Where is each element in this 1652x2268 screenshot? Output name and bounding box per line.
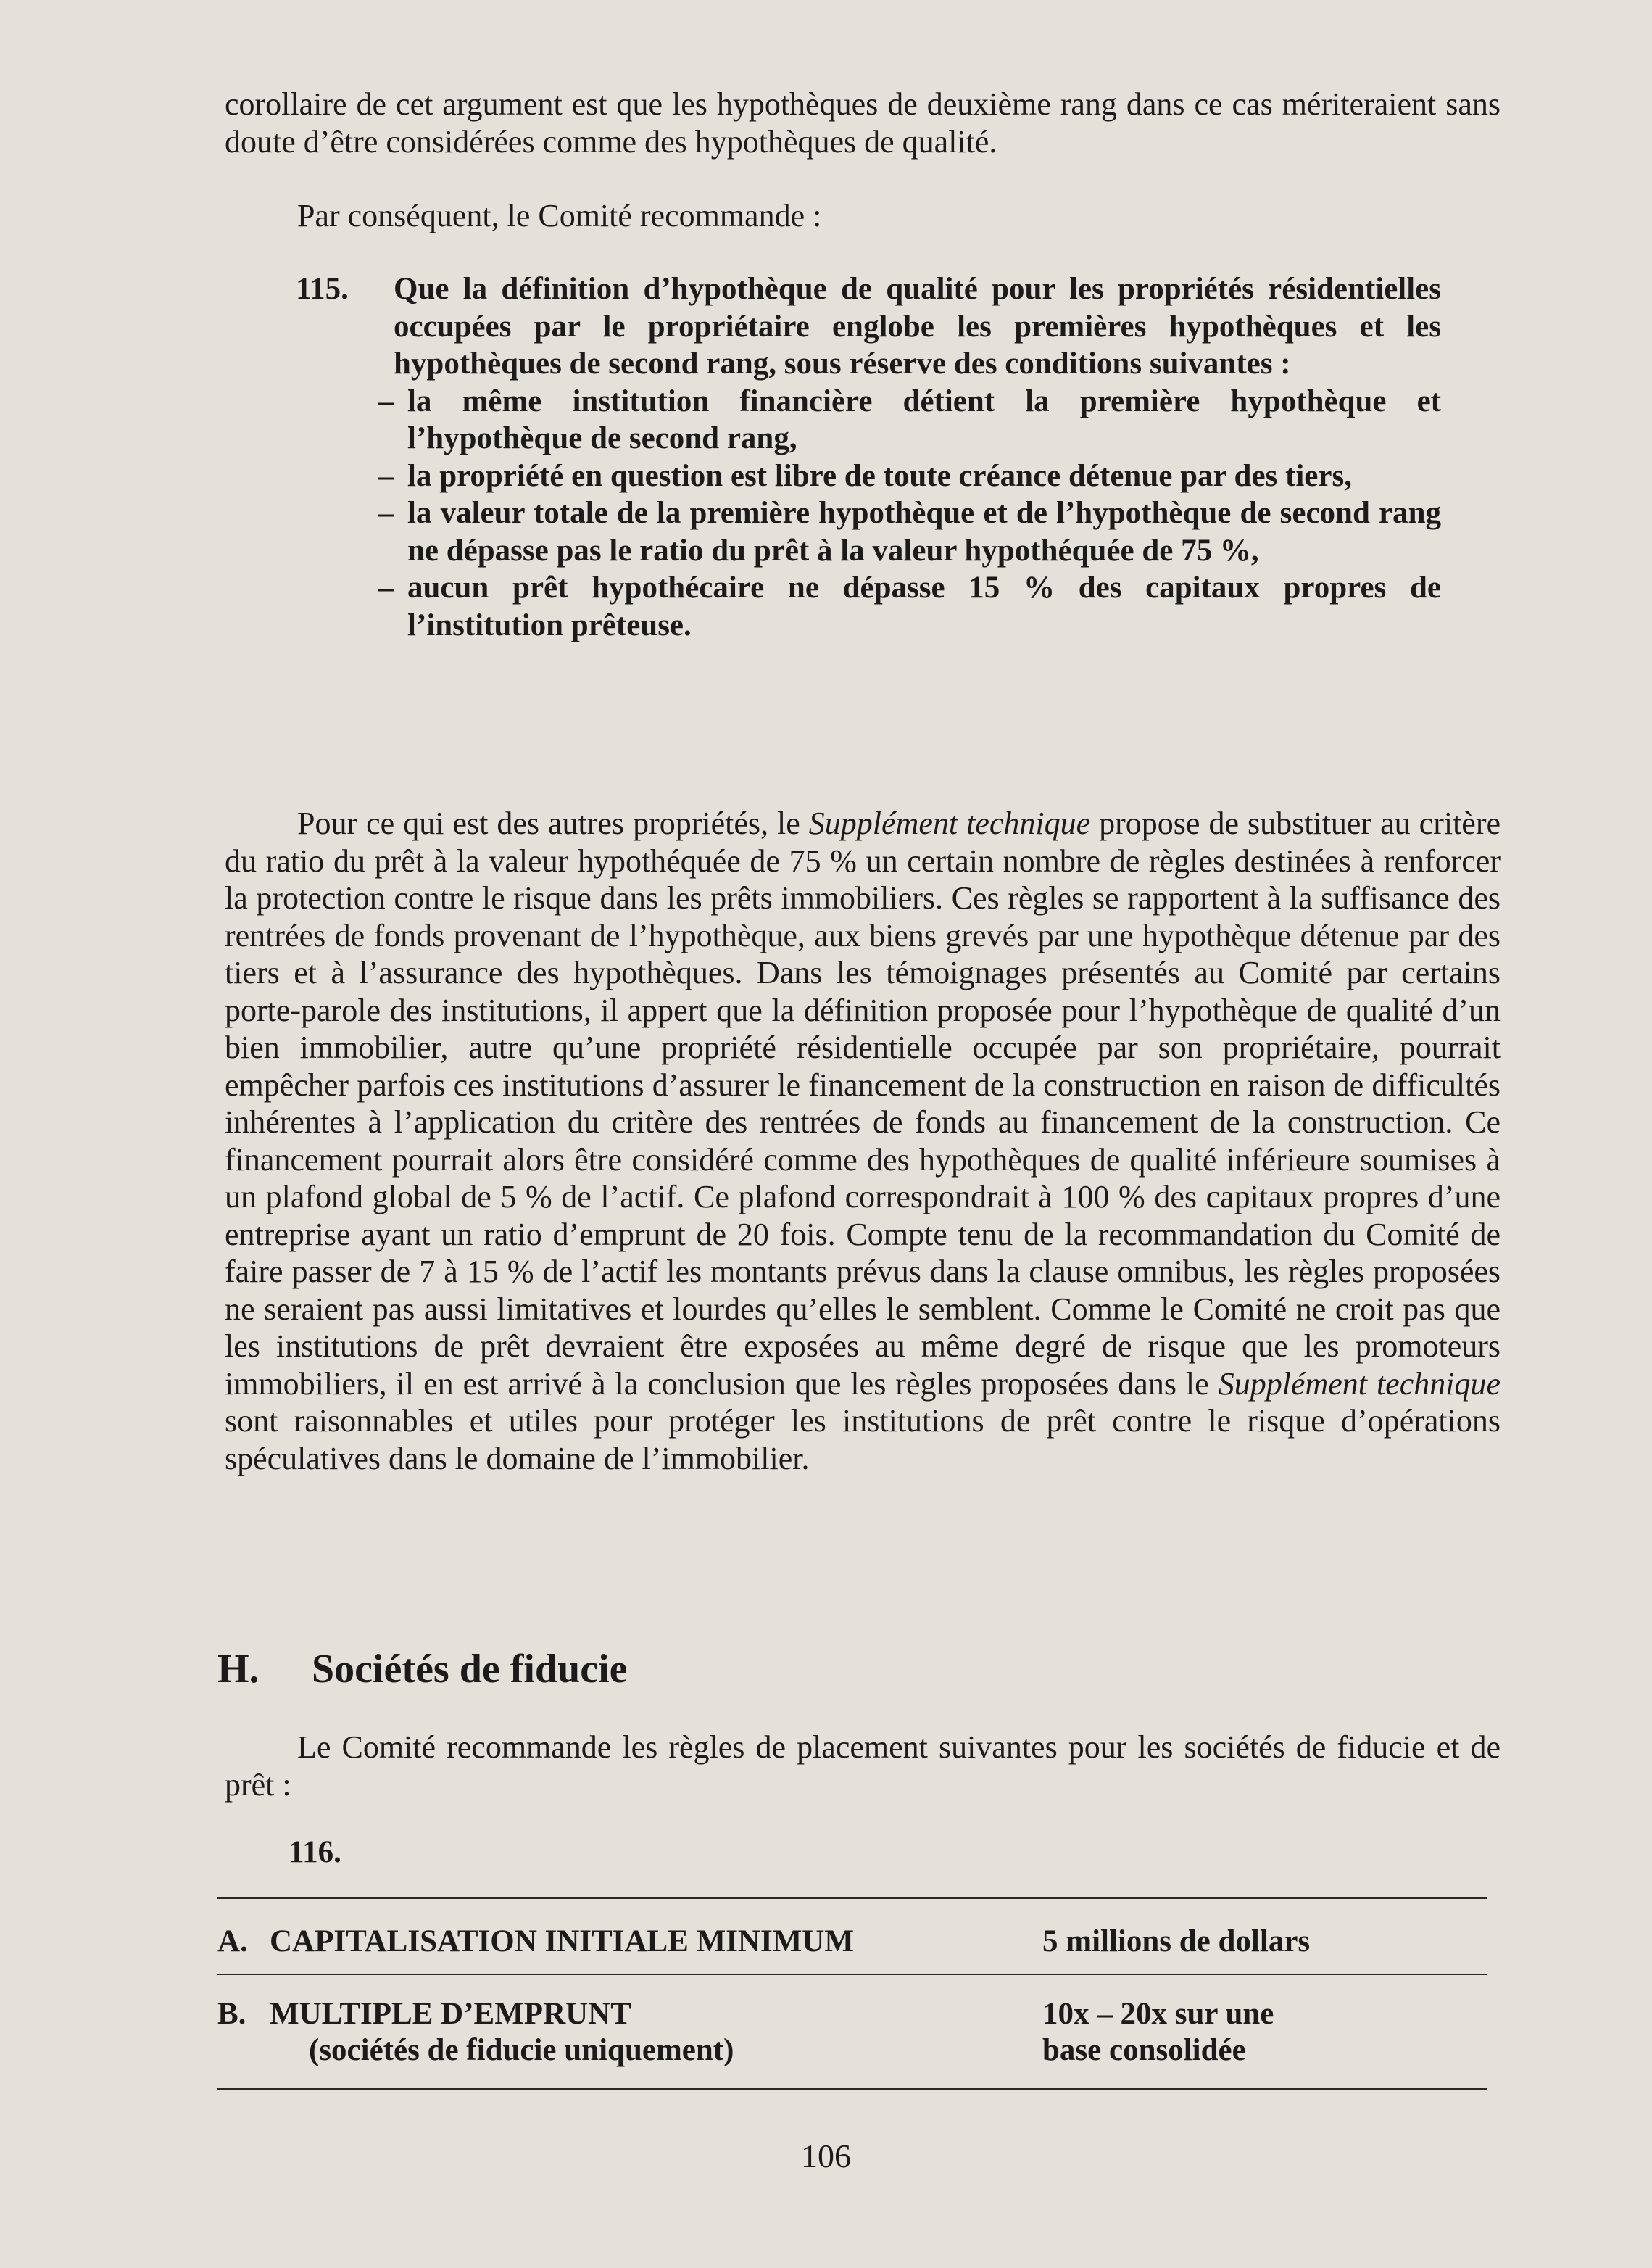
dash-bullet: – bbox=[378, 571, 394, 605]
condition-item bbox=[378, 569, 1441, 644]
row-value: 5 millions de dollars bbox=[1042, 1924, 1311, 1958]
recommendation-number: 115. bbox=[296, 272, 349, 306]
intro-recommendation-block bbox=[225, 197, 1501, 235]
recommendation-115 bbox=[297, 270, 1441, 644]
supplement-technique-title: Supplément technique bbox=[1218, 1365, 1501, 1402]
section-heading bbox=[217, 1646, 627, 1692]
dash-bullet: – bbox=[378, 384, 394, 418]
section-intro: Le Comité recommande les règles de placement suivantes pour les sociétés de fiducie et de prêt : bbox=[225, 1729, 1501, 1803]
supplement-technique-title: Supplément technique bbox=[808, 806, 1091, 841]
row-letter: A. bbox=[217, 1924, 248, 1958]
recommendation-116-number: 116. bbox=[289, 1835, 341, 1869]
dash-bullet: – bbox=[378, 496, 394, 530]
condition-item bbox=[378, 383, 1441, 458]
condition-item bbox=[378, 494, 1441, 569]
top-paragraph: corollaire de cet argument est que les hypothèques de deuxième rang dans ce cas mériteraient sans doute d’être considérées comme des hypothèques de qualité. bbox=[225, 86, 1501, 160]
section-title: Sociétés de fiducie bbox=[312, 1647, 628, 1692]
row-label-subtitle: (sociétés de fiducie uniquement) bbox=[309, 2033, 734, 2067]
long-paragraph-part1: Pour ce qui est des autres propriétés, le bbox=[297, 806, 809, 841]
top-paragraph-block bbox=[225, 86, 1501, 160]
condition-list bbox=[378, 383, 1441, 645]
table-rule-top bbox=[217, 1897, 1487, 1899]
condition-text: aucun prêt hypothécaire ne dépasse 15 % des capitaux propres de l’institution prêteuse. bbox=[407, 571, 1441, 642]
condition-text: la même institution financière détient la première hypothèque et l’hypothèque de second rang, bbox=[407, 384, 1441, 455]
page-number: 106 bbox=[801, 2137, 851, 2174]
row-letter: B. bbox=[217, 1997, 246, 2031]
intro-recommendation: Par conséquent, le Comité recommande : bbox=[297, 198, 822, 233]
section-intro-block bbox=[225, 1729, 1501, 1803]
section-letter: H. bbox=[217, 1647, 260, 1692]
row-label: CAPITALISATION INITIALE MINIMUM bbox=[270, 1924, 854, 1958]
long-paragraph-part3: sont raisonnables et utiles pour protéger les institutions de prêt contre le risque d’opérations spéculatives dans le domaine de l’immobilier. bbox=[225, 1403, 1501, 1476]
row-value: 10x – 20x sur une bbox=[1042, 1997, 1274, 2031]
long-paragraph-block bbox=[225, 805, 1501, 1477]
row-value: base consolidée bbox=[1042, 2033, 1246, 2067]
condition-item bbox=[378, 458, 1441, 495]
condition-text: la propriété en question est libre de toute créance détenue par des tiers, bbox=[407, 458, 1352, 493]
long-paragraph bbox=[225, 805, 1501, 1477]
long-paragraph-part2: propose de substituer au critère du ratio du prêt à la valeur hypothéquée de 75 % un certain nombre de règles destinées à renforcer la protection contre le risque dans les prêts immobiliers. Ces règles se rapportent à la suffisance des rentrées de fonds provenant de l’hypothèque, aux biens grevés par une hypothèque détenue par des tiers et à l’assurance des hypothèques. Dans les témoignages présentés au Comité par certains porte-parole des institutions, il appert que la définition proposée pour l’hypothèque de qualité d’un bien immobilier, autre qu’une propriété résidentielle occupée par son propriétaire, pourrait empêcher parfois ces institutions d’assurer le financement de la construction en raison de difficultés inhérentes à l’application du critère des rentrées de fonds au financement de la construction. Ce financement pourrait alors être considéré comme des hypothèques de qualité inférieure soumises à un plafond global de 5 % de l’actif. Ce plafond correspondrait à 100 % des capitaux propres d’une entreprise ayant un ratio d’emprunt de 20 fois. Compte tenu de la recommandation du Comité de faire passer de 7 à 15 % de l’actif les montants prévus dans la clause omnibus, les règles proposées ne seraient pas aussi limitatives et lourdes qu’elles le semblent. Comme le Comité ne croit pas que les institutions de prêt devraient être exposées au même degré de risque que les promoteurs immobiliers, il en est arrivé à la conclusion que les règles proposées dans le bbox=[225, 806, 1501, 1402]
dash-bullet: – bbox=[378, 458, 394, 493]
table-rule-bottom bbox=[217, 2088, 1487, 2090]
condition-text: la valeur totale de la première hypothèque et de l’hypothèque de second rang ne dépasse pas le ratio du prêt à la valeur hypothéquée de 75 %, bbox=[407, 496, 1441, 568]
recommendation-text: Que la définition d’hypothèque de qualité pour les propriétés résidentielles occupées par le propriétaire englobe les premières hypothèques et les hypothèques de second rang, sous réserve des conditions suivantes : bbox=[394, 272, 1441, 381]
row-label: MULTIPLE D’EMPRUNT bbox=[270, 1997, 631, 2031]
table-rule-middle bbox=[217, 1974, 1487, 1975]
